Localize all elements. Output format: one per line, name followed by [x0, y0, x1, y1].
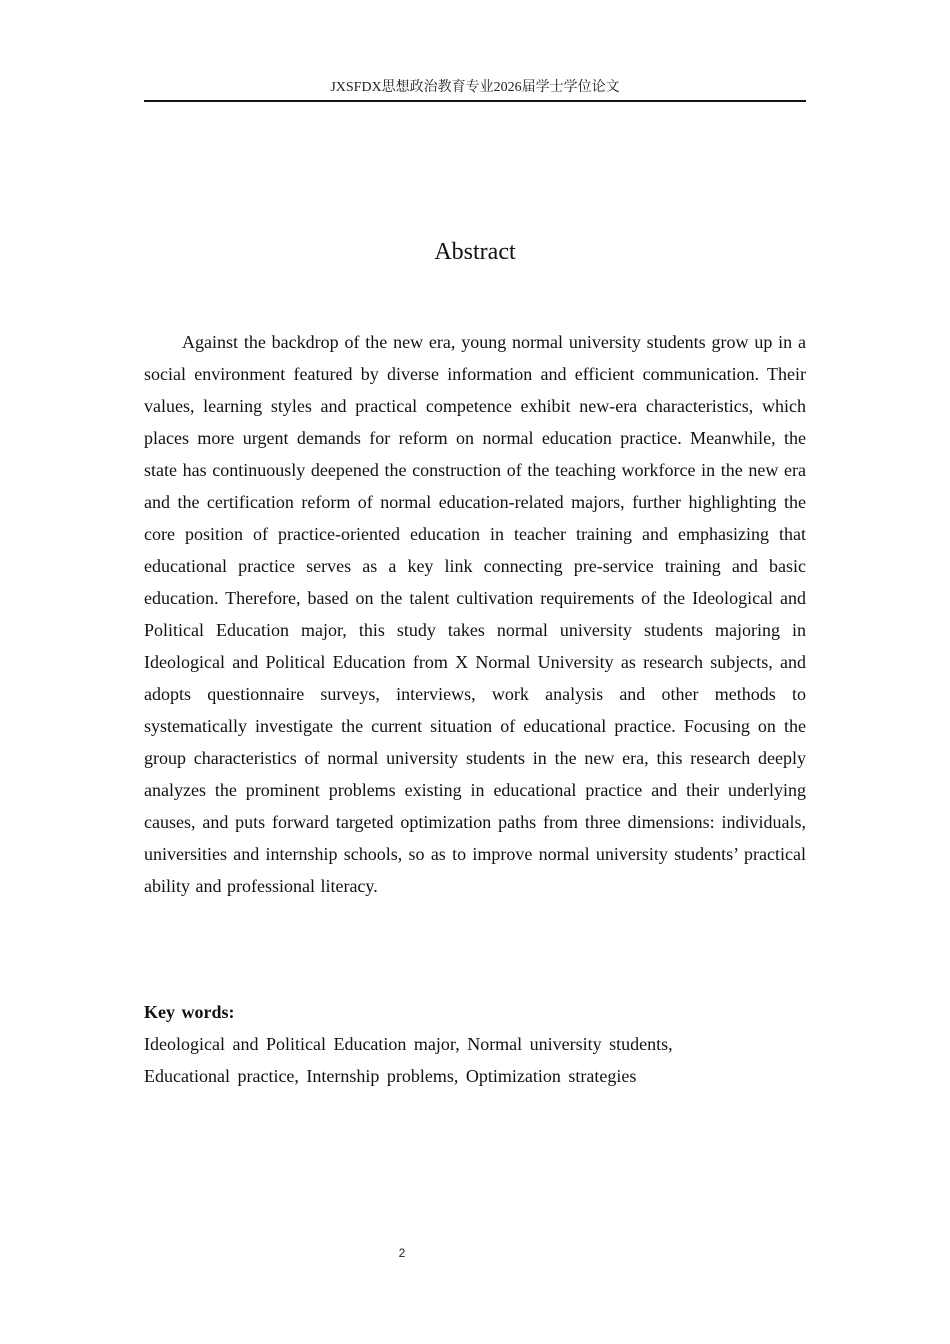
keywords-line-2: Educational practice, Internship problems, Optimization strategies: [144, 1066, 637, 1086]
header-rule: [144, 100, 806, 102]
abstract-body: Against the backdrop of the new era, young normal university students grow up in a social environment featured by diverse information and efficient communication. Their values, learning styles and practical competence exhibit new-era characteristics, which places more urgent demands for reform on normal education practice. Meanwhile, the state has continuously deepened the construction of the teaching workforce in the new era and the certification reform of normal education-related majors, further highlighting the core position of practice-oriented education in teacher training and emphasizing that educational practice serves as a key link connecting pre-service training and basic education. Therefore, based on the talent cultivation requirements of the Ideological and Political Education major, this study takes normal university students majoring in Ideological and Political Education from X Normal University as research subjects, and adopts questionnaire surveys, interviews, work analysis and other methods to systematically investigate the current situation of educational practice. Focusing on the group characteristics of normal university students in the new era, this research deeply analyzes the prominent problems existing in educational practice and their underlying causes, and puts forward targeted optimization paths from three dimensions: individuals, universities and internship schools, so as to improve normal university students’ practical ability and professional literacy.: [144, 332, 806, 896]
abstract-title: Abstract: [434, 239, 516, 265]
keywords-label: Key words:: [144, 1002, 235, 1022]
running-header: JXSFDX思想政治教育专业2026届学士学位论文: [330, 80, 620, 95]
page-number: 2: [398, 1246, 406, 1260]
keywords-line-1: Ideological and Political Education major, Normal university students,: [144, 1034, 673, 1054]
